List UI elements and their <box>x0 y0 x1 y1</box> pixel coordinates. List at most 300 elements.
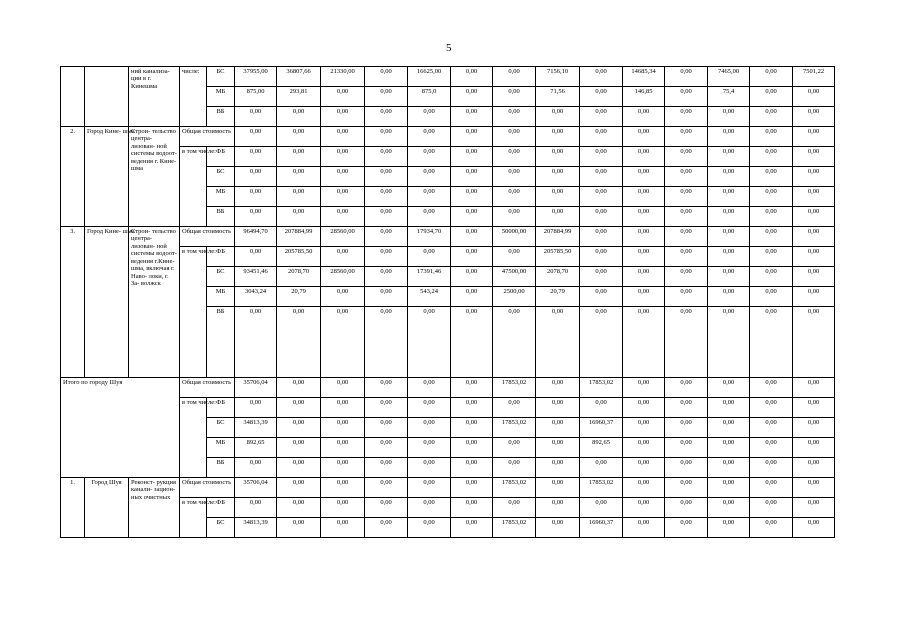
value-cell: 0,00 <box>321 398 365 418</box>
value-cell: 0,00 <box>365 127 408 147</box>
value-cell: 0,00 <box>408 398 451 418</box>
value-cell: 0,00 <box>708 267 750 287</box>
location-cell <box>85 67 129 127</box>
value-cell: 16625,00 <box>408 67 451 87</box>
value-cell: 17853,02 <box>580 378 623 398</box>
value-cell: 0,00 <box>451 398 493 418</box>
value-cell: 0,00 <box>321 107 365 127</box>
value-cell: 0,00 <box>408 247 451 267</box>
value-cell: 0,00 <box>493 147 536 167</box>
value-cell: 0,00 <box>580 287 623 307</box>
row-number-cell <box>61 67 85 127</box>
value-cell: 0,00 <box>750 478 793 498</box>
value-cell: 0,00 <box>365 87 408 107</box>
value-cell: 0,00 <box>321 478 365 498</box>
value-cell: 0,00 <box>235 147 277 167</box>
value-cell: 0,00 <box>408 438 451 458</box>
value-cell: 0,00 <box>623 458 665 478</box>
value-cell: 0,00 <box>708 227 750 247</box>
value-cell: 7465,00 <box>708 67 750 87</box>
value-cell: 34813,39 <box>235 418 277 438</box>
location-name: Город Кине- шма <box>85 227 129 378</box>
value-cell: 0,00 <box>451 418 493 438</box>
page-number: 5 <box>446 42 452 54</box>
value-cell: 0,00 <box>277 187 321 207</box>
value-cell: 0,00 <box>708 147 750 167</box>
value-cell: 0,00 <box>750 518 793 538</box>
value-cell: 0,00 <box>536 478 580 498</box>
value-cell: 0,00 <box>493 247 536 267</box>
value-cell: 0,00 <box>365 107 408 127</box>
value-cell: 0,00 <box>536 418 580 438</box>
value-cell: 0,00 <box>451 207 493 227</box>
value-cell: 0,00 <box>365 147 408 167</box>
value-cell: 0,00 <box>235 207 277 227</box>
value-cell: 0,00 <box>665 147 708 167</box>
funding-source-code: БС <box>207 67 235 87</box>
value-cell: 0,00 <box>623 398 665 418</box>
value-cell: 0,00 <box>665 418 708 438</box>
value-cell: 7156,10 <box>536 67 580 87</box>
value-cell: 0,00 <box>793 307 835 378</box>
value-cell: 0,00 <box>793 398 835 418</box>
funding-source-code: МБ <box>207 187 235 207</box>
value-cell: 0,00 <box>708 518 750 538</box>
value-cell: 0,00 <box>623 227 665 247</box>
funding-source-code: ФБ <box>207 247 235 267</box>
value-cell: 0,00 <box>536 518 580 538</box>
value-cell: 0,00 <box>365 187 408 207</box>
value-cell: 0,00 <box>536 127 580 147</box>
value-cell: 875,0 <box>408 87 451 107</box>
value-cell: 0,00 <box>451 287 493 307</box>
value-cell: 0,00 <box>580 67 623 87</box>
value-cell: 0,00 <box>793 478 835 498</box>
value-cell: 0,00 <box>493 87 536 107</box>
value-cell: 0,00 <box>235 398 277 418</box>
value-cell: 14685,34 <box>623 67 665 87</box>
value-cell: 20,79 <box>277 287 321 307</box>
value-cell: 0,00 <box>750 458 793 478</box>
total-cost-label: Общая стоимость <box>180 227 235 247</box>
value-cell: 0,00 <box>408 207 451 227</box>
value-cell: 0,00 <box>365 458 408 478</box>
value-cell: 0,00 <box>665 267 708 287</box>
value-cell: 0,00 <box>793 418 835 438</box>
value-cell: 0,00 <box>793 247 835 267</box>
row-number: 3. <box>61 227 85 378</box>
value-cell: 875,00 <box>235 87 277 107</box>
row-number: 2. <box>61 127 85 227</box>
value-cell: 17853,02 <box>493 378 536 398</box>
value-cell: 0,00 <box>277 127 321 147</box>
value-cell: 20,79 <box>536 287 580 307</box>
total-cost-label: Общая стоимость <box>180 127 235 147</box>
value-cell: 0,00 <box>708 438 750 458</box>
value-cell: 892,65 <box>235 438 277 458</box>
value-cell: 0,00 <box>580 107 623 127</box>
value-cell: 0,00 <box>408 307 451 378</box>
value-cell: 96494,70 <box>235 227 277 247</box>
value-cell: 0,00 <box>235 167 277 187</box>
value-cell: 0,00 <box>408 147 451 167</box>
value-cell: 0,00 <box>365 498 408 518</box>
value-cell: 0,00 <box>493 498 536 518</box>
total-cost-label: Общая стоимость <box>180 478 235 498</box>
value-cell: 0,00 <box>580 398 623 418</box>
value-cell: 0,00 <box>321 127 365 147</box>
value-cell: 0,00 <box>451 87 493 107</box>
value-cell: 0,00 <box>708 418 750 438</box>
cost-label-cell: числе: <box>180 67 207 127</box>
value-cell: 0,00 <box>750 247 793 267</box>
table-row <box>61 67 835 87</box>
value-cell: 0,00 <box>365 287 408 307</box>
value-cell: 0,00 <box>708 107 750 127</box>
value-cell: 0,00 <box>451 187 493 207</box>
value-cell: 0,00 <box>580 147 623 167</box>
value-cell: 0,00 <box>277 498 321 518</box>
value-cell: 37955,00 <box>235 67 277 87</box>
value-cell: 0,00 <box>580 458 623 478</box>
value-cell: 0,00 <box>665 87 708 107</box>
value-cell: 0,00 <box>277 438 321 458</box>
value-cell: 0,00 <box>365 418 408 438</box>
value-cell: 0,00 <box>623 207 665 227</box>
object-description: Строи- тельство центра- лизован- ной системы водоот- ведения г. Кине- шма <box>129 127 180 227</box>
value-cell: 16960,37 <box>580 518 623 538</box>
value-cell: 35706,04 <box>235 378 277 398</box>
value-cell: 0,00 <box>235 458 277 478</box>
value-cell: 0,00 <box>408 478 451 498</box>
value-cell: 0,00 <box>365 167 408 187</box>
value-cell: 0,00 <box>321 247 365 267</box>
value-cell: 0,00 <box>665 378 708 398</box>
value-cell: 0,00 <box>321 147 365 167</box>
value-cell: 0,00 <box>451 267 493 287</box>
value-cell: 17934,70 <box>408 227 451 247</box>
value-cell: 0,00 <box>623 378 665 398</box>
value-cell: 0,00 <box>665 187 708 207</box>
value-cell: 0,00 <box>580 227 623 247</box>
value-cell: 0,00 <box>708 247 750 267</box>
value-cell: 0,00 <box>708 287 750 307</box>
object-description: ний канализа- ции в г. Кинешма <box>129 67 180 127</box>
value-cell: 0,00 <box>408 498 451 518</box>
value-cell: 0,00 <box>580 87 623 107</box>
value-cell: 0,00 <box>623 167 665 187</box>
value-cell: 0,00 <box>708 127 750 147</box>
value-cell: 0,00 <box>708 498 750 518</box>
value-cell: 0,00 <box>321 518 365 538</box>
value-cell: 0,00 <box>708 167 750 187</box>
value-cell: 0,00 <box>793 287 835 307</box>
value-cell: 0,00 <box>665 498 708 518</box>
value-cell: 0,00 <box>750 67 793 87</box>
value-cell: 0,00 <box>708 378 750 398</box>
value-cell: 0,00 <box>408 187 451 207</box>
value-cell: 0,00 <box>750 187 793 207</box>
value-cell: 0,00 <box>665 307 708 378</box>
value-cell: 0,00 <box>750 227 793 247</box>
value-cell: 0,00 <box>235 127 277 147</box>
value-cell: 3043,24 <box>235 287 277 307</box>
value-cell: 0,00 <box>665 167 708 187</box>
value-cell: 0,00 <box>793 107 835 127</box>
value-cell: 0,00 <box>793 458 835 478</box>
value-cell: 0,00 <box>493 187 536 207</box>
value-cell: 0,00 <box>493 67 536 87</box>
value-cell: 0,00 <box>580 247 623 267</box>
value-cell: 34813,39 <box>235 518 277 538</box>
value-cell: 0,00 <box>451 247 493 267</box>
value-cell: 0,00 <box>536 167 580 187</box>
value-cell: 0,00 <box>321 307 365 378</box>
value-cell: 0,00 <box>623 438 665 458</box>
value-cell: 293,81 <box>277 87 321 107</box>
value-cell: 0,00 <box>536 498 580 518</box>
value-cell: 0,00 <box>708 478 750 498</box>
value-cell: 0,00 <box>665 107 708 127</box>
funding-source-code: ВБ <box>207 207 235 227</box>
value-cell: 146,85 <box>623 87 665 107</box>
value-cell: 0,00 <box>708 458 750 478</box>
value-cell: 17853,02 <box>493 478 536 498</box>
funding-source-code: МБ <box>207 287 235 307</box>
value-cell: 0,00 <box>580 207 623 227</box>
value-cell: 0,00 <box>750 378 793 398</box>
funding-source-code: ФБ <box>207 498 235 518</box>
value-cell: 0,00 <box>665 247 708 267</box>
object-description: Реконст- рукция канали- зацион- ных очистных <box>129 478 180 538</box>
value-cell: 0,00 <box>321 498 365 518</box>
value-cell: 0,00 <box>451 127 493 147</box>
value-cell: 0,00 <box>750 207 793 227</box>
value-cell: 0,00 <box>536 398 580 418</box>
subtotal-label: Итого по городу Шуя <box>61 378 180 478</box>
value-cell: 0,00 <box>277 418 321 438</box>
value-cell: 0,00 <box>750 107 793 127</box>
value-cell: 0,00 <box>277 518 321 538</box>
value-cell: 2500,00 <box>493 287 536 307</box>
funding-source-code: ВБ <box>207 458 235 478</box>
table-row <box>61 127 835 147</box>
value-cell: 0,00 <box>235 498 277 518</box>
value-cell: 0,00 <box>793 438 835 458</box>
value-cell: 0,00 <box>408 518 451 538</box>
value-cell: 0,00 <box>536 438 580 458</box>
funding-source-code: ФБ <box>207 398 235 418</box>
value-cell: 0,00 <box>750 167 793 187</box>
value-cell: 0,00 <box>750 127 793 147</box>
value-cell: 0,00 <box>623 498 665 518</box>
value-cell: 0,00 <box>235 107 277 127</box>
value-cell: 0,00 <box>750 438 793 458</box>
funding-source-code: БС <box>207 418 235 438</box>
value-cell: 0,00 <box>793 498 835 518</box>
value-cell: 0,00 <box>451 307 493 378</box>
value-cell: 0,00 <box>665 227 708 247</box>
value-cell: 0,00 <box>750 307 793 378</box>
funding-source-code: БС <box>207 518 235 538</box>
value-cell: 892,65 <box>580 438 623 458</box>
value-cell: 0,00 <box>536 378 580 398</box>
value-cell: 0,00 <box>750 398 793 418</box>
value-cell: 21330,00 <box>321 67 365 87</box>
value-cell: 0,00 <box>277 478 321 498</box>
value-cell: 0,00 <box>580 267 623 287</box>
value-cell: 0,00 <box>665 458 708 478</box>
value-cell: 0,00 <box>536 147 580 167</box>
value-cell: 0,00 <box>623 478 665 498</box>
value-cell: 0,00 <box>623 307 665 378</box>
value-cell: 0,00 <box>451 378 493 398</box>
value-cell: 0,00 <box>277 398 321 418</box>
location-name: Город Шуя <box>85 478 129 538</box>
value-cell: 0,00 <box>793 147 835 167</box>
funding-source-code: ФБ <box>207 147 235 167</box>
cost-label-cell: в том числе: <box>180 147 207 227</box>
value-cell: 0,00 <box>623 418 665 438</box>
value-cell: 0,00 <box>365 378 408 398</box>
value-cell: 0,00 <box>321 378 365 398</box>
value-cell: 0,00 <box>321 207 365 227</box>
value-cell: 0,00 <box>493 127 536 147</box>
value-cell: 0,00 <box>708 398 750 418</box>
value-cell: 36807,66 <box>277 67 321 87</box>
value-cell: 0,00 <box>451 227 493 247</box>
value-cell: 0,00 <box>321 187 365 207</box>
value-cell: 0,00 <box>708 187 750 207</box>
value-cell: 0,00 <box>665 478 708 498</box>
cost-label-cell: в том числе: <box>180 498 207 538</box>
value-cell: 0,00 <box>665 518 708 538</box>
value-cell: 0,00 <box>665 67 708 87</box>
value-cell: 0,00 <box>793 167 835 187</box>
value-cell: 2078,70 <box>277 267 321 287</box>
value-cell: 0,00 <box>793 127 835 147</box>
value-cell: 0,00 <box>580 498 623 518</box>
value-cell: 0,00 <box>277 207 321 227</box>
value-cell: 0,00 <box>365 67 408 87</box>
value-cell: 0,00 <box>451 167 493 187</box>
value-cell: 205785,50 <box>277 247 321 267</box>
value-cell: 0,00 <box>277 307 321 378</box>
value-cell: 0,00 <box>451 458 493 478</box>
total-cost-label: Общая стоимость <box>180 378 235 398</box>
value-cell: 2078,70 <box>536 267 580 287</box>
value-cell: 0,00 <box>623 518 665 538</box>
value-cell: 75,4 <box>708 87 750 107</box>
value-cell: 16960,37 <box>580 418 623 438</box>
value-cell: 0,00 <box>793 207 835 227</box>
value-cell: 205785,50 <box>536 247 580 267</box>
value-cell: 207884,99 <box>277 227 321 247</box>
value-cell: 0,00 <box>451 478 493 498</box>
value-cell: 0,00 <box>451 498 493 518</box>
value-cell: 0,00 <box>277 147 321 167</box>
value-cell: 0,00 <box>750 418 793 438</box>
cost-label-cell: в том числе: <box>180 247 207 378</box>
table-row <box>61 478 835 498</box>
value-cell: 0,00 <box>321 87 365 107</box>
value-cell: 0,00 <box>493 398 536 418</box>
value-cell: 7501,22 <box>793 67 835 87</box>
value-cell: 0,00 <box>321 287 365 307</box>
value-cell: 0,00 <box>793 87 835 107</box>
value-cell: 17853,02 <box>580 478 623 498</box>
value-cell: 0,00 <box>365 398 408 418</box>
value-cell: 0,00 <box>277 167 321 187</box>
value-cell: 0,00 <box>665 127 708 147</box>
funding-source-code: БС <box>207 167 235 187</box>
cost-label-cell: в том числе: <box>180 398 207 478</box>
value-cell: 0,00 <box>665 207 708 227</box>
value-cell: 0,00 <box>750 287 793 307</box>
funding-source-code: МБ <box>207 438 235 458</box>
value-cell: 0,00 <box>665 398 708 418</box>
value-cell: 17391,46 <box>408 267 451 287</box>
value-cell: 47500,00 <box>493 267 536 287</box>
value-cell: 0,00 <box>623 287 665 307</box>
value-cell: 0,00 <box>536 458 580 478</box>
value-cell: 0,00 <box>493 107 536 127</box>
funding-source-code: МБ <box>207 87 235 107</box>
value-cell: 0,00 <box>365 478 408 498</box>
value-cell: 0,00 <box>451 107 493 127</box>
value-cell: 0,00 <box>235 187 277 207</box>
location-name: Город Кине- шма <box>85 127 129 227</box>
value-cell: 0,00 <box>451 438 493 458</box>
value-cell: 0,00 <box>750 147 793 167</box>
value-cell: 0,00 <box>235 247 277 267</box>
value-cell: 0,00 <box>793 518 835 538</box>
value-cell: 0,00 <box>277 107 321 127</box>
value-cell: 35706,04 <box>235 478 277 498</box>
value-cell: 93451,46 <box>235 267 277 287</box>
value-cell: 0,00 <box>623 147 665 167</box>
value-cell: 0,00 <box>451 147 493 167</box>
value-cell: 0,00 <box>623 267 665 287</box>
value-cell: 0,00 <box>493 207 536 227</box>
value-cell: 0,00 <box>665 287 708 307</box>
value-cell: 0,00 <box>750 498 793 518</box>
value-cell: 0,00 <box>277 378 321 398</box>
value-cell: 0,00 <box>793 187 835 207</box>
table-row <box>61 227 835 247</box>
value-cell: 0,00 <box>365 307 408 378</box>
value-cell: 0,00 <box>536 307 580 378</box>
value-cell: 0,00 <box>365 227 408 247</box>
value-cell: 0,00 <box>321 458 365 478</box>
value-cell: 0,00 <box>493 167 536 187</box>
value-cell: 0,00 <box>623 107 665 127</box>
value-cell: 0,00 <box>365 207 408 227</box>
value-cell: 0,00 <box>493 458 536 478</box>
value-cell: 0,00 <box>321 167 365 187</box>
value-cell: 0,00 <box>365 438 408 458</box>
value-cell: 543,24 <box>408 287 451 307</box>
value-cell: 17853,02 <box>493 418 536 438</box>
value-cell: 0,00 <box>708 307 750 378</box>
value-cell: 0,00 <box>408 418 451 438</box>
value-cell: 0,00 <box>793 378 835 398</box>
object-description: Строи- тельство центра- лизован- ной системы водоот- ведения г.Кине- шма, включая г. Наво- локи, г. За- волжск <box>129 227 180 378</box>
value-cell: 0,00 <box>750 267 793 287</box>
value-cell: 0,00 <box>493 438 536 458</box>
value-cell: 0,00 <box>793 227 835 247</box>
value-cell: 71,56 <box>536 87 580 107</box>
